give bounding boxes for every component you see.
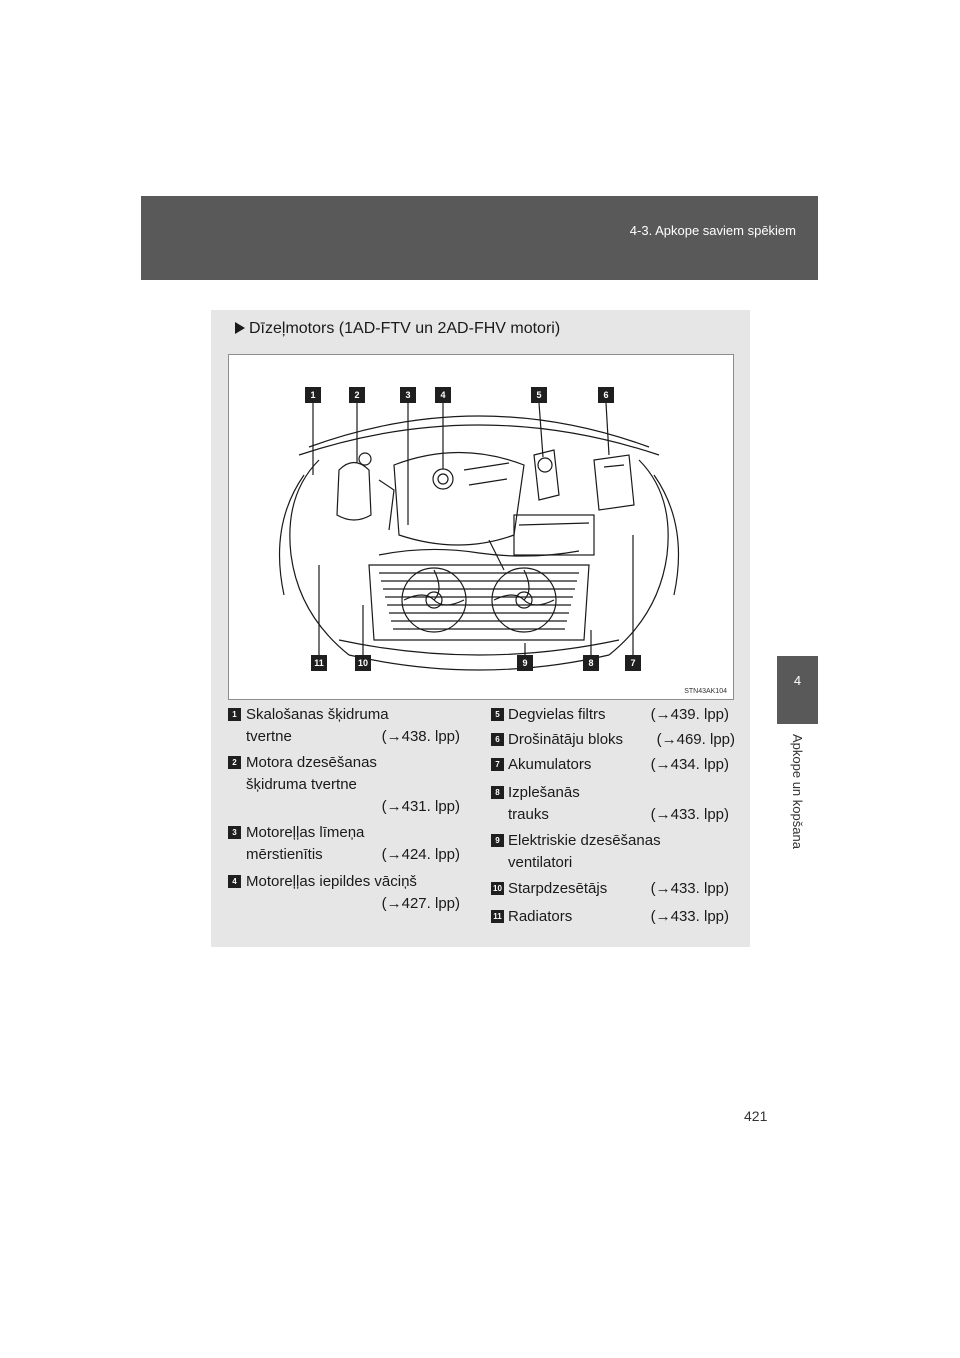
item-page-ref: (→433. lpp) xyxy=(650,908,729,925)
item-page-ref: (→469. lpp) xyxy=(656,731,735,748)
panel-heading xyxy=(235,320,560,338)
callout-11: 11 xyxy=(311,655,327,671)
item-number: 3 xyxy=(228,826,241,839)
item-page-ref: (→427. lpp) xyxy=(381,895,460,912)
item-label: tvertne xyxy=(246,728,292,745)
item-label: Skalošanas šķidruma xyxy=(246,706,389,723)
panel-heading-text: Dīzeļmotors (1AD-FTV un 2AD-FHV motori) xyxy=(249,320,561,337)
engine-panel xyxy=(211,310,750,947)
callout-3: 3 xyxy=(400,387,416,403)
list-item xyxy=(228,871,468,915)
item-label: Degvielas filtrs xyxy=(508,706,606,723)
item-number: 11 xyxy=(491,910,504,923)
list-item xyxy=(491,754,731,776)
list-item xyxy=(491,878,731,900)
header-bar xyxy=(141,196,818,280)
item-label: Radiators xyxy=(508,908,573,925)
list-item xyxy=(491,704,731,726)
item-label: ventilatori xyxy=(508,854,573,871)
item-label: Elektriskie dzesēšanas xyxy=(508,832,661,849)
callout-2: 2 xyxy=(349,387,365,403)
item-page-ref: (→433. lpp) xyxy=(650,806,729,823)
item-number: 7 xyxy=(491,758,504,771)
item-page-ref: (→431. lpp) xyxy=(381,798,460,815)
item-label: mērstienītis xyxy=(246,846,323,863)
item-number: 1 xyxy=(228,708,241,721)
item-label: Akumulators xyxy=(508,756,592,773)
item-page-ref: (→424. lpp) xyxy=(381,846,460,863)
item-number: 2 xyxy=(228,756,241,769)
page-number: 421 xyxy=(744,1108,768,1124)
item-number: 8 xyxy=(491,786,504,799)
item-label: Motoreļļas līmeņa xyxy=(246,824,365,841)
engine-bay-figure xyxy=(228,354,734,700)
list-item xyxy=(228,704,468,748)
list-item xyxy=(491,830,731,874)
item-number: 4 xyxy=(228,875,241,888)
item-label: Drošinātāju bloks xyxy=(508,731,624,748)
callout-6: 6 xyxy=(598,387,614,403)
item-label: Motoreļļas iepildes vāciņš xyxy=(246,873,417,890)
callout-4: 4 xyxy=(435,387,451,403)
item-label: Starpdzesētājs xyxy=(508,880,608,897)
callout-7: 7 xyxy=(625,655,641,671)
list-item xyxy=(491,906,731,928)
callout-5: 5 xyxy=(531,387,547,403)
list-item xyxy=(491,729,735,751)
item-page-ref: (→439. lpp) xyxy=(650,706,729,723)
callout-8: 8 xyxy=(583,655,599,671)
item-number: 5 xyxy=(491,708,504,721)
callout-9: 9 xyxy=(517,655,533,671)
item-page-ref: (→438. lpp) xyxy=(381,728,460,745)
chapter-title: Apkope un kopšana xyxy=(790,734,805,849)
chapter-number: 4 xyxy=(793,673,802,688)
item-number: 10 xyxy=(491,882,504,895)
item-number: 6 xyxy=(491,733,504,746)
item-label: Motora dzesēšanas xyxy=(246,754,377,771)
list-item xyxy=(228,822,468,866)
engine-bay-illustration xyxy=(229,355,733,699)
item-label: šķidruma tvertne xyxy=(246,776,357,793)
callout-10: 10 xyxy=(355,655,371,671)
figure-code: STN43AK104 xyxy=(684,688,727,695)
section-title: 4-3. Apkope saviem spēkiem xyxy=(629,223,796,238)
item-page-ref: (→434. lpp) xyxy=(650,756,729,773)
item-label: Izplešanās xyxy=(508,784,580,801)
item-number: 9 xyxy=(491,834,504,847)
item-label: trauks xyxy=(508,806,549,823)
item-page-ref: (→433. lpp) xyxy=(650,880,729,897)
list-item xyxy=(228,752,468,818)
callout-1: 1 xyxy=(305,387,321,403)
chapter-tab xyxy=(777,656,818,724)
triangle-bullet-icon xyxy=(235,322,245,334)
list-item xyxy=(491,782,731,826)
